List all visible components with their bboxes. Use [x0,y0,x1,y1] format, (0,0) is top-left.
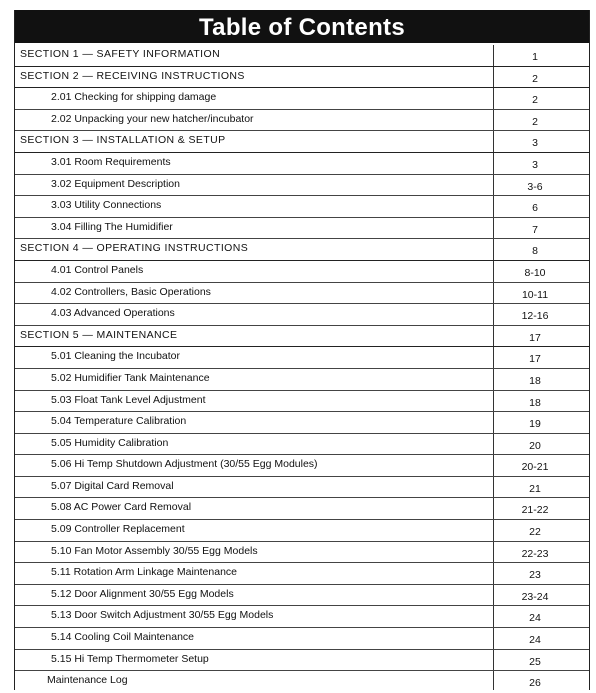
toc-page-number: 18 [529,396,541,409]
toc-page-number: 2 [532,94,538,107]
toc-entry-row [15,175,589,197]
toc-page-number: 21-22 [521,504,549,517]
toc-entry-label: 5.03 Float Tank Level Adjustment [51,393,206,406]
toc-page [14,10,590,690]
toc-entry-label: 5.01 Cleaning the Incubator [51,350,181,363]
toc-page-number: 2 [532,115,538,128]
toc-page-number: 17 [529,353,541,366]
toc-section-row [15,45,589,67]
toc-page-number: 3 [532,158,538,171]
toc-entry-row [15,110,589,132]
toc-entry-label: 5.02 Humidifier Tank Maintenance [51,371,210,384]
toc-entry-row [15,369,589,391]
toc-entry-row [15,88,589,110]
toc-page-number: 6 [532,202,538,215]
toc-entry-label: 5.05 Humidity Calibration [51,436,169,449]
toc-page-number: 3-6 [527,180,543,193]
toc-page-number: 7 [532,223,538,236]
toc-entry-label: 4.01 Control Panels [51,263,144,276]
toc-page-number: 22-23 [521,547,549,560]
toc-entry-row [15,434,589,456]
toc-page-number: 2 [532,72,538,85]
toc-entry-label: 4.03 Advanced Operations [51,307,175,320]
toc-entry-row [15,196,589,218]
toc-page-number: 23 [529,569,541,582]
toc-entry-label: 5.06 Hi Temp Shutdown Adjustment (30/55 Egg Modules) [51,458,318,471]
toc-page-number: 20 [529,439,541,452]
toc-entry-row [15,261,589,283]
toc-entry-row [15,283,589,305]
toc-entry-row [15,498,589,520]
toc-entry-label: 5.09 Controller Replacement [51,523,185,536]
toc-page-number: 24 [529,634,541,647]
toc-rows [15,45,589,693]
toc-entry-label: 5.14 Cooling Coil Maintenance [51,631,195,644]
toc-entry-label: 3.04 Filling The Humidifier [51,220,173,233]
toc-page-number: 26 [529,677,541,690]
toc-page-number: 17 [529,331,541,344]
toc-entry-label: 4.02 Controllers, Basic Operations [51,285,211,298]
toc-entry-row [15,542,589,564]
toc-entry-row [15,304,589,326]
toc-entry-label: 3.01 Room Requirements [51,155,171,168]
toc-page-number: 3 [532,137,538,150]
toc-page-number: 24 [529,612,541,625]
toc-page-number: 22 [529,526,541,539]
toc-entry-label: 5.15 Hi Temp Thermometer Setup [51,652,209,665]
toc-entry-row [15,628,589,650]
toc-section-row [15,326,589,348]
toc-entry-label: 3.02 Equipment Description [51,177,180,190]
toc-entry-row [15,650,589,672]
toc-entry-row [15,606,589,628]
toc-entry-row [15,563,589,585]
toc-entry-row [15,520,589,542]
toc-page-number: 25 [529,655,541,668]
toc-page-number: 19 [529,418,541,431]
toc-page-number: 21 [529,482,541,495]
toc-entry-label: SECTION 3 — INSTALLATION & SETUP [20,134,226,147]
toc-entry-row [15,477,589,499]
toc-entry-row [15,218,589,240]
toc-entry-label: SECTION 2 — RECEIVING INSTRUCTIONS [20,69,245,82]
toc-page-number: 20-21 [521,461,549,474]
toc-page-number: 10-11 [521,288,549,301]
toc-entry-row [15,455,589,477]
toc-entry-row [15,347,589,369]
toc-entry-row [15,412,589,434]
toc-entry-label: Maintenance Log [47,674,128,687]
toc-entry-label: 3.03 Utility Connections [51,199,162,212]
toc-entry-label: 5.12 Door Alignment 30/55 Egg Models [51,587,234,600]
toc-entry-label: 5.07 Digital Card Removal [51,479,174,492]
toc-entry-label: 5.04 Temperature Calibration [51,415,187,428]
toc-section-row [15,67,589,89]
toc-page-number: 18 [529,374,541,387]
toc-entry-row [15,391,589,413]
toc-page-number: 1 [532,51,538,63]
page-title: Table of Contents [15,10,589,43]
toc-section-row [15,239,589,261]
toc-page-number: 8 [532,245,538,258]
toc-entry-label: SECTION 5 — MAINTENANCE [20,328,178,341]
toc-page-number: 8-10 [524,266,546,279]
toc-page-number: 23-24 [521,590,549,603]
toc-entry-label: SECTION 1 — SAFETY INFORMATION [20,48,221,60]
toc-entry-label: 5.11 Rotation Arm Linkage Maintenance [51,566,238,579]
toc-entry-label: SECTION 4 — OPERATING INSTRUCTIONS [20,242,249,255]
toc-section-row [15,131,589,153]
toc-entry-label: 2.02 Unpacking your new hatcher/incubator [51,112,254,125]
toc-page-number: 12-16 [521,310,549,323]
toc-entry-label: 5.10 Fan Motor Assembly 30/55 Egg Models [51,544,258,557]
toc-entry-row [15,153,589,175]
toc-entry-label: 5.08 AC Power Card Removal [51,501,192,514]
toc-entry-label: 5.13 Door Switch Adjustment 30/55 Egg Models [51,609,274,622]
toc-entry-row [15,585,589,607]
toc-entry-label: 2.01 Checking for shipping damage [51,91,217,104]
